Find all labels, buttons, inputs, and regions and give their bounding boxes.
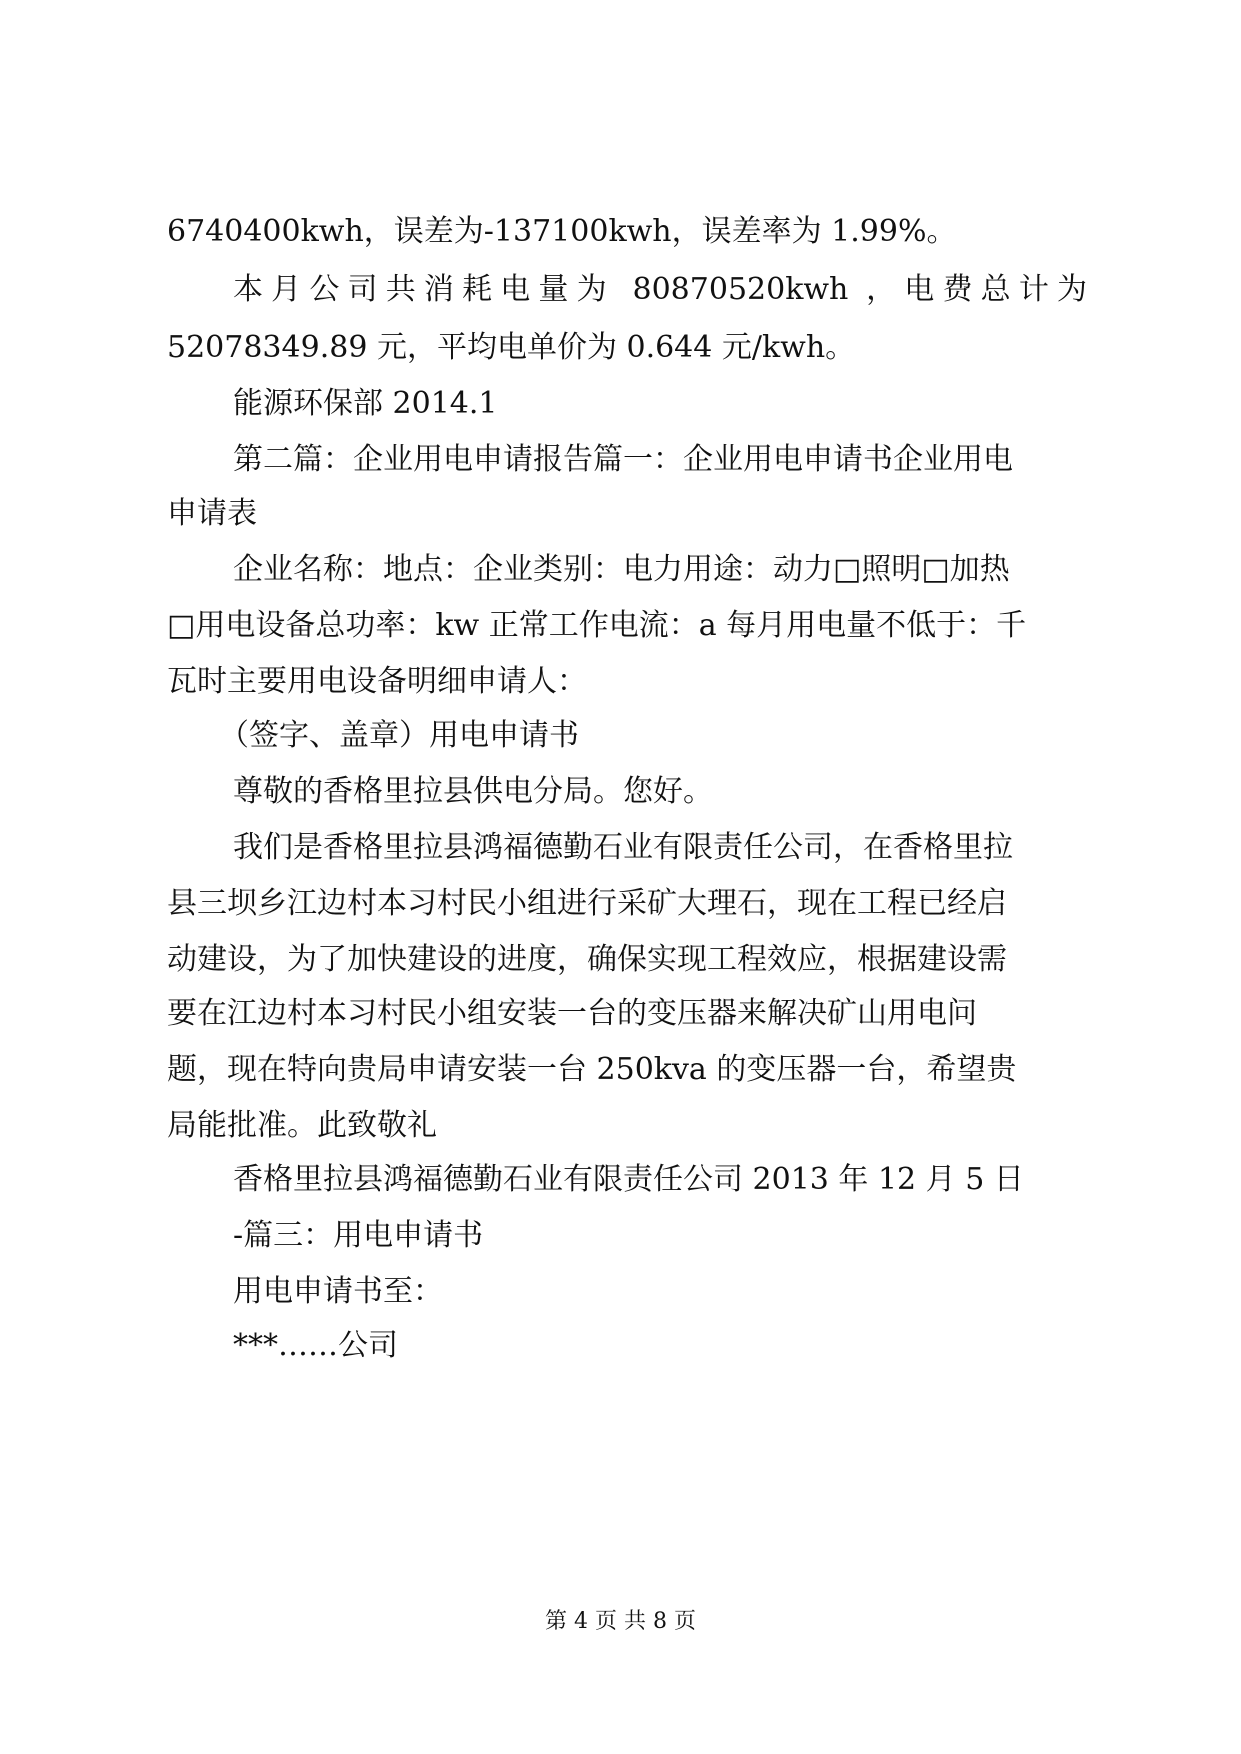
paragraph-line: 香格里拉县鸿福德勤石业有限责任公司 2013 年 12 月 5 日 bbox=[233, 1162, 1024, 1197]
paragraph-line: 本月公司共消耗电量为 80870520kwh ，电费总计为 bbox=[233, 272, 1087, 307]
paragraph-line: ***……公司 bbox=[233, 1328, 398, 1363]
paragraph-line: 瓦时主要用电设备明细申请人： bbox=[167, 664, 587, 699]
paragraph-line: 题，现在特向贵局申请安装一台 250kva 的变压器一台，希望贵 bbox=[167, 1052, 1017, 1087]
paragraph-line: 局能批准。此致敬礼 bbox=[167, 1108, 437, 1143]
paragraph-line: 企业名称：地点：企业类别：电力用途：动力□照明□加热 bbox=[233, 552, 1010, 587]
paragraph-line: -篇三：用电申请书 bbox=[233, 1218, 484, 1253]
paragraph-line: □用电设备总功率：kw 正常工作电流：a 每月用电量不低于：千 bbox=[167, 608, 1027, 643]
paragraph-line: 要在江边村本习村民小组安装一台的变压器来解决矿山用电问 bbox=[167, 996, 977, 1031]
paragraph-line: 申请表 bbox=[167, 496, 257, 531]
paragraph-line: 6740400kwh，误差为-137100kwh，误差率为 1.99%。 bbox=[167, 214, 957, 249]
paragraph-line: （签字、盖章）用电申请书 bbox=[219, 718, 579, 753]
paragraph-line: 52078349.89 元，平均电单价为 0.644 元/kwh。 bbox=[167, 330, 856, 365]
page-number-footer: 第 4 页 共 8 页 bbox=[545, 1609, 696, 1634]
paragraph-line: 能源环保部 2014.1 bbox=[233, 386, 498, 421]
paragraph-line: 第二篇：企业用电申请报告篇一：企业用电申请书企业用电 bbox=[233, 442, 1013, 477]
paragraph-line: 县三坝乡江边村本习村民小组进行采矿大理石，现在工程已经启 bbox=[167, 886, 1007, 921]
paragraph-line: 用电申请书至： bbox=[233, 1274, 443, 1309]
paragraph-line: 尊敬的香格里拉县供电分局。您好。 bbox=[233, 774, 713, 809]
paragraph-line: 动建设，为了加快建设的进度，确保实现工程效应，根据建设需 bbox=[167, 942, 1007, 977]
paragraph-line: 我们是香格里拉县鸿福德勤石业有限责任公司，在香格里拉 bbox=[233, 830, 1013, 865]
